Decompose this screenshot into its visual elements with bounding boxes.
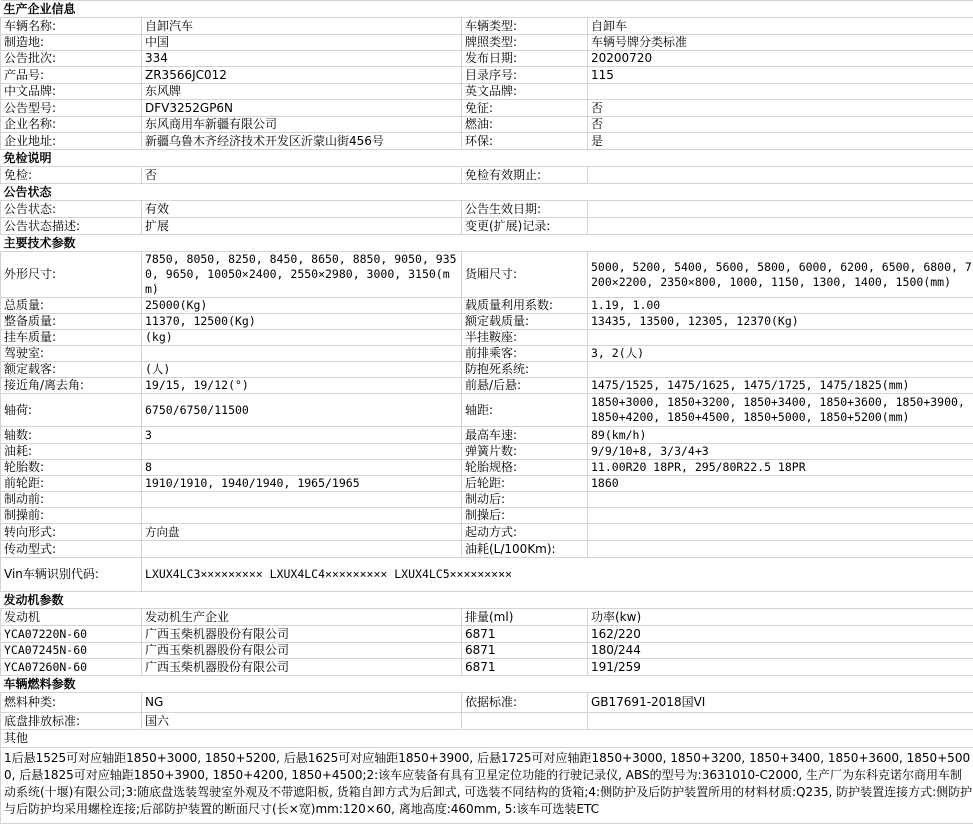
- field-label: 公告生效日期:: [462, 201, 588, 218]
- field-value: 6871: [462, 643, 588, 659]
- field-value: [588, 492, 973, 508]
- field-label: 前悬/后悬:: [462, 378, 588, 394]
- field-value: 89(km/h): [588, 427, 973, 444]
- field-label: 载质量利用系数:: [462, 298, 588, 314]
- table-row: [1, 524, 973, 541]
- field-value: 否: [142, 167, 462, 184]
- field-value: 广西玉柴机器股份有限公司: [142, 659, 462, 676]
- field-value: 1475/1525, 1475/1625, 1475/1725, 1475/1825(mm): [588, 378, 973, 394]
- field-label: 前轮距:: [1, 476, 142, 492]
- field-label: 后轮距:: [462, 476, 588, 492]
- field-label: 公告状态:: [1, 201, 142, 218]
- field-value: 排量(ml): [462, 609, 588, 626]
- field-value: YCA07260N-60: [1, 659, 142, 676]
- field-label: 额定载客:: [1, 362, 142, 378]
- field-value: 东风商用车新疆有限公司: [142, 117, 462, 133]
- field-value: 新疆乌鲁木齐经济技术开发区沂蒙山街456号: [142, 133, 462, 150]
- field-value: 中国: [142, 35, 462, 51]
- field-label: 企业地址:: [1, 133, 142, 150]
- field-value: 19/15, 19/12(°): [142, 378, 462, 394]
- field-value: DFV3252GP6N: [142, 100, 462, 117]
- field-label: 英文品牌:: [462, 84, 588, 100]
- section-header-row: [1, 150, 973, 167]
- vin-value: LXUX4LC3××××××××× LXUX4LC4××××××××× LXUX4LC5×××××××××: [142, 558, 973, 592]
- table-row: [1, 427, 973, 444]
- field-value: 115: [588, 67, 973, 84]
- field-value: 东风牌: [142, 84, 462, 100]
- field-value: [588, 218, 973, 235]
- section-title: 车辆燃料参数: [1, 676, 973, 693]
- table-row: [1, 460, 973, 476]
- table-row: [1, 362, 973, 378]
- field-label: 油耗:: [1, 444, 142, 460]
- table-row: [1, 252, 973, 298]
- field-label: 车辆名称:: [1, 18, 142, 35]
- field-value: [142, 541, 462, 558]
- field-label: 总质量:: [1, 298, 142, 314]
- field-label: 轴数:: [1, 427, 142, 444]
- table-row: [1, 476, 973, 492]
- notes-text: 1后悬1525可对应轴距1850+3000, 1850+5200, 后悬1625可对应轴距1850+3900, 后悬1725可对应轴距1850+3000, 1850+3200, 1850+3400, 1850+3600, 1850+5000, 后悬1825可对应轴距1850+3900, 1850+4200, 1850+4500;2:该车应装备有具有卫星定位功能的行驶记录仪, ABS的型号为:3631010-C2000, 生产厂为东科克诺尔商用车制动系统(十堰)有限公司;3:随底盘选装驾驶室外观及不带遮阳板, 货箱自卸方式为后卸式, 可选装不同结构的货箱;4:侧防护及后防护装置所用的材料材质:Q235, 防护装置连接方式:侧防护与后防护均采用螺栓连接;后部防护装置的断面尺寸(长×宽)mm:120×60, 离地高度:460mm, 5:该车可选装ETC: [1, 748, 973, 824]
- field-value: 25000(Kg): [142, 298, 462, 314]
- field-label: 油耗(L/100Km):: [462, 541, 588, 558]
- field-value: 180/244: [588, 643, 973, 659]
- field-label: [462, 713, 588, 730]
- field-value: 11370, 12500(Kg): [142, 314, 462, 330]
- field-label: 企业名称:: [1, 117, 142, 133]
- section-header-row: [1, 235, 973, 252]
- table-row: [1, 444, 973, 460]
- table-row: [1, 18, 973, 35]
- table-row: [1, 508, 973, 524]
- vin-label: Vin车辆识别代码:: [1, 558, 142, 592]
- field-value: [588, 713, 973, 730]
- field-value: 国六: [142, 713, 462, 730]
- field-label: 产品号:: [1, 67, 142, 84]
- field-label: 公告型号:: [1, 100, 142, 117]
- field-value: 是: [588, 133, 973, 150]
- field-value: 1850+3000, 1850+3200, 1850+3400, 1850+3600, 1850+3900, 1850+4200, 1850+4500, 1850+5000, 1850+5200(mm): [588, 394, 973, 427]
- field-value: [142, 444, 462, 460]
- table-row: [1, 133, 973, 150]
- field-value: 发动机: [1, 609, 142, 626]
- field-label: 公告批次:: [1, 51, 142, 67]
- table-row: [1, 298, 973, 314]
- field-label: 免征:: [462, 100, 588, 117]
- table-row: [1, 346, 973, 362]
- field-label: 轮胎数:: [1, 460, 142, 476]
- field-label: 前排乘客:: [462, 346, 588, 362]
- field-value: 1910/1910, 1940/1940, 1965/1965: [142, 476, 462, 492]
- field-label: 目录序号:: [462, 67, 588, 84]
- field-value: 5000, 5200, 5400, 5600, 5800, 6000, 6200, 6500, 6800, 7200×2200, 2350×800, 1000, 1150, 1300, 1400, 1500(mm): [588, 252, 973, 298]
- field-value: NG: [142, 693, 462, 713]
- field-label: 中文品牌:: [1, 84, 142, 100]
- section-title: 生产企业信息: [1, 1, 973, 18]
- field-label: 整备质量:: [1, 314, 142, 330]
- field-value: [142, 508, 462, 524]
- field-value: 9/9/10+8, 3/3/4+3: [588, 444, 973, 460]
- field-value: ZR3566JC012: [142, 67, 462, 84]
- field-label: 接近角/离去角:: [1, 378, 142, 394]
- vin-row: [1, 558, 973, 592]
- field-label: 货厢尺寸:: [462, 252, 588, 298]
- field-value: [588, 167, 973, 184]
- field-value: 广西玉柴机器股份有限公司: [142, 643, 462, 659]
- section-header-row: [1, 592, 973, 609]
- field-value: 6750/6750/11500: [142, 394, 462, 427]
- field-value: 11.00R20 18PR, 295/80R22.5 18PR: [588, 460, 973, 476]
- field-value: [588, 541, 973, 558]
- field-value: 否: [588, 100, 973, 117]
- table-row: [1, 84, 973, 100]
- field-label: 环保:: [462, 133, 588, 150]
- field-value: [588, 362, 973, 378]
- field-label: 转向形式:: [1, 524, 142, 541]
- table-row: [1, 314, 973, 330]
- section-header-row: [1, 184, 973, 201]
- field-value: 8: [142, 460, 462, 476]
- other-label: 其他: [1, 730, 973, 748]
- field-value: [588, 84, 973, 100]
- field-label: 半挂鞍座:: [462, 330, 588, 346]
- field-label: 弹簧片数:: [462, 444, 588, 460]
- table-row: [1, 201, 973, 218]
- field-label: 牌照类型:: [462, 35, 588, 51]
- table-row: [1, 541, 973, 558]
- field-value: (kg): [142, 330, 462, 346]
- table-row: [1, 330, 973, 346]
- field-label: 最高车速:: [462, 427, 588, 444]
- field-value: 车辆号牌分类标准: [588, 35, 973, 51]
- table-row: [1, 713, 973, 730]
- field-value: [588, 330, 973, 346]
- field-label: 制造地:: [1, 35, 142, 51]
- table-row: [1, 659, 973, 676]
- field-label: 额定载质量:: [462, 314, 588, 330]
- field-label: 轴距:: [462, 394, 588, 427]
- other-row: [1, 730, 973, 748]
- field-value: 扩展: [142, 218, 462, 235]
- field-value: [142, 492, 462, 508]
- field-label: 燃料种类:: [1, 693, 142, 713]
- section-title: 公告状态: [1, 184, 973, 201]
- field-label: 变更(扩展)记录:: [462, 218, 588, 235]
- field-value: 3: [142, 427, 462, 444]
- field-value: 334: [142, 51, 462, 67]
- table-row: [1, 693, 973, 713]
- field-value: 162/220: [588, 626, 973, 643]
- field-label: 制操后:: [462, 508, 588, 524]
- field-label: 挂车质量:: [1, 330, 142, 346]
- field-value: 功率(kw): [588, 609, 973, 626]
- field-label: 传动型式:: [1, 541, 142, 558]
- field-value: 6871: [462, 626, 588, 643]
- field-value: 有效: [142, 201, 462, 218]
- field-value: [142, 346, 462, 362]
- field-label: 制动后:: [462, 492, 588, 508]
- field-value: 191/259: [588, 659, 973, 676]
- field-label: 驾驶室:: [1, 346, 142, 362]
- field-label: 外形尺寸:: [1, 252, 142, 298]
- field-value: 方向盘: [142, 524, 462, 541]
- field-label: 依据标准:: [462, 693, 588, 713]
- section-title: 发动机参数: [1, 592, 973, 609]
- table-row: [1, 609, 973, 626]
- field-label: 制操前:: [1, 508, 142, 524]
- table-row: [1, 626, 973, 643]
- field-label: 防抱死系统:: [462, 362, 588, 378]
- field-label: 燃油:: [462, 117, 588, 133]
- field-label: 起动方式:: [462, 524, 588, 541]
- table-row: [1, 167, 973, 184]
- field-value: GB17691-2018国VI: [588, 693, 973, 713]
- table-row: [1, 117, 973, 133]
- field-value: (人): [142, 362, 462, 378]
- field-value: 3, 2(人): [588, 346, 973, 362]
- table-row: [1, 100, 973, 117]
- field-value: YCA07220N-60: [1, 626, 142, 643]
- field-value: 1860: [588, 476, 973, 492]
- field-label: 免检:: [1, 167, 142, 184]
- field-value: 1.19, 1.00: [588, 298, 973, 314]
- table-row: [1, 492, 973, 508]
- field-value: [588, 508, 973, 524]
- table-row: [1, 67, 973, 84]
- field-value: 7850, 8050, 8250, 8450, 8650, 8850, 9050, 9350, 9650, 10050×2400, 2550×2980, 3000, 3150(mm): [142, 252, 462, 298]
- field-value: 自卸汽车: [142, 18, 462, 35]
- section-header-row: [1, 676, 973, 693]
- field-value: 否: [588, 117, 973, 133]
- table-row: [1, 51, 973, 67]
- field-label: 底盘排放标准:: [1, 713, 142, 730]
- field-label: 车辆类型:: [462, 18, 588, 35]
- field-label: 发布日期:: [462, 51, 588, 67]
- sheet-body: [1, 1, 973, 824]
- field-label: 公告状态描述:: [1, 218, 142, 235]
- field-value: 20200720: [588, 51, 973, 67]
- table-row: [1, 643, 973, 659]
- field-value: YCA07245N-60: [1, 643, 142, 659]
- field-label: 免检有效期止:: [462, 167, 588, 184]
- field-value: [588, 524, 973, 541]
- field-value: 6871: [462, 659, 588, 676]
- field-value: [588, 201, 973, 218]
- field-value: 自卸车: [588, 18, 973, 35]
- table-row: [1, 35, 973, 51]
- field-label: 轮胎规格:: [462, 460, 588, 476]
- table-row: [1, 218, 973, 235]
- field-value: 发动机生产企业: [142, 609, 462, 626]
- field-value: 13435, 13500, 12305, 12370(Kg): [588, 314, 973, 330]
- field-label: 制动前:: [1, 492, 142, 508]
- section-header-row: [1, 1, 973, 18]
- field-label: 轴荷:: [1, 394, 142, 427]
- table-row: [1, 394, 973, 427]
- section-title: 免检说明: [1, 150, 973, 167]
- table-row: [1, 378, 973, 394]
- field-value: 广西玉柴机器股份有限公司: [142, 626, 462, 643]
- section-title: 主要技术参数: [1, 235, 973, 252]
- notes-row: [1, 748, 973, 824]
